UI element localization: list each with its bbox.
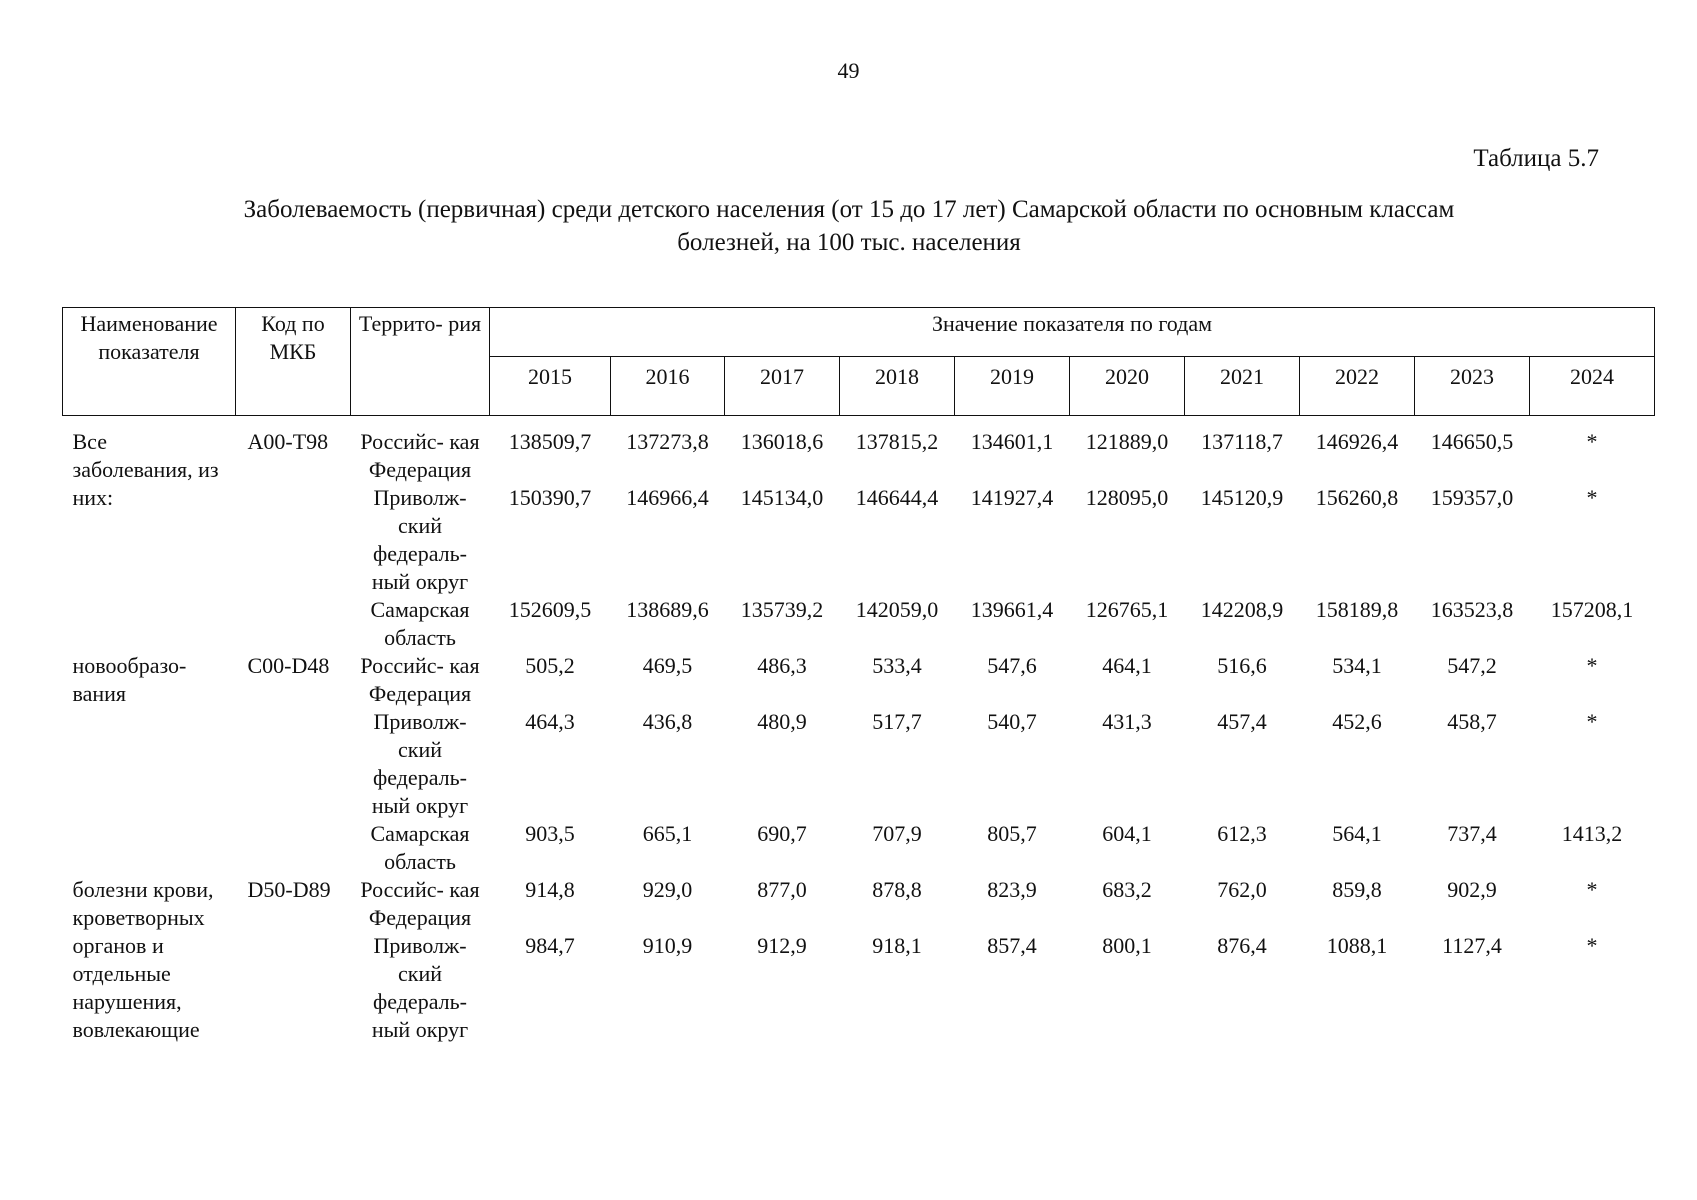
value-cell: 163523,8 xyxy=(1430,597,1514,622)
header-icd-code: Код по МКБ xyxy=(236,308,351,416)
header-indicator-name: Наименование показателя xyxy=(63,308,236,416)
value-cell: 157208,1 xyxy=(1550,597,1634,622)
value-cell: 469,5 xyxy=(642,653,693,678)
value-cell: 800,1 xyxy=(1102,933,1152,958)
value-cell: 136018,6 xyxy=(740,429,824,454)
value-cell: 665,1 xyxy=(642,821,693,846)
value-cell: 141927,4 xyxy=(970,485,1054,510)
value-cell: 145134,0 xyxy=(740,485,824,510)
value-cell: * xyxy=(1586,877,1598,902)
value-cell: 431,3 xyxy=(1102,709,1152,734)
value-cell: * xyxy=(1586,709,1598,734)
value-cell: * xyxy=(1586,485,1598,510)
value-cell: 146926,4 xyxy=(1315,429,1399,454)
value-cell: 486,3 xyxy=(757,653,807,678)
caption-line-1: Заболеваемость (первичная) среди детского населения (от 15 до 17 лет) Самарской области по основным классам xyxy=(243,196,1455,223)
value-cell: 135739,2 xyxy=(740,597,824,622)
value-cell: 876,4 xyxy=(1217,933,1267,958)
territory: Российс- кая Федерация xyxy=(360,653,480,706)
value-cell: 146650,5 xyxy=(1430,429,1514,454)
value-cell: 137273,8 xyxy=(626,429,709,454)
value-cell: 912,9 xyxy=(757,933,807,958)
territory: Самарская область xyxy=(370,597,470,650)
icd-code: A00-T98 xyxy=(247,429,329,454)
header-territory: Террито- рия xyxy=(351,308,490,416)
value-cell: 1088,1 xyxy=(1326,933,1388,958)
value-cell: 929,0 xyxy=(642,877,693,902)
morbidity-table xyxy=(62,307,1655,1044)
header-year: 2021 xyxy=(1185,357,1300,416)
value-cell: 902,9 xyxy=(1447,877,1497,902)
value-cell: 517,7 xyxy=(872,709,922,734)
table-row xyxy=(63,652,1655,708)
value-cell: 690,7 xyxy=(757,821,807,846)
value-cell: * xyxy=(1586,653,1598,678)
value-cell: 564,1 xyxy=(1332,821,1382,846)
value-cell: 436,8 xyxy=(642,709,693,734)
indicator-name: Все заболевания, из них: xyxy=(72,429,219,510)
value-cell: 457,4 xyxy=(1217,709,1267,734)
value-cell: 142208,9 xyxy=(1200,597,1284,622)
value-cell: 903,5 xyxy=(525,821,575,846)
icd-code: D50-D89 xyxy=(247,877,331,902)
value-cell: 918,1 xyxy=(872,933,922,958)
value-cell: 137815,2 xyxy=(855,429,939,454)
value-cell: * xyxy=(1586,429,1598,454)
header-year: 2017 xyxy=(725,357,840,416)
value-cell: 150390,7 xyxy=(508,485,592,510)
value-cell: 152609,5 xyxy=(508,597,592,622)
icd-code: C00-D48 xyxy=(247,653,330,678)
value-cell: 139661,4 xyxy=(970,597,1054,622)
territory: Приволж- ский федераль- ный округ xyxy=(371,709,469,818)
value-cell: 805,7 xyxy=(987,821,1037,846)
value-cell: 121889,0 xyxy=(1085,429,1169,454)
value-cell: 914,8 xyxy=(525,877,575,902)
table-header xyxy=(63,308,1655,416)
header-year: 2018 xyxy=(840,357,955,416)
value-cell: 533,4 xyxy=(872,653,922,678)
value-cell: 156260,8 xyxy=(1315,485,1399,510)
table-caption xyxy=(110,193,1588,259)
header-year: 2015 xyxy=(490,357,611,416)
value-cell: 146644,4 xyxy=(855,485,939,510)
value-cell: 859,8 xyxy=(1332,877,1382,902)
value-cell: 910,9 xyxy=(642,933,693,958)
value-cell: 464,1 xyxy=(1102,653,1152,678)
value-cell: 458,7 xyxy=(1447,709,1497,734)
value-cell: 505,2 xyxy=(525,653,575,678)
value-cell: 134601,1 xyxy=(970,429,1054,454)
page-number: 49 xyxy=(837,58,860,83)
value-cell: 159357,0 xyxy=(1430,485,1514,510)
value-cell: 683,2 xyxy=(1102,877,1152,902)
header-year: 2024 xyxy=(1530,357,1655,416)
value-cell: 158189,8 xyxy=(1315,597,1399,622)
table-body xyxy=(63,416,1655,1045)
value-cell: 547,6 xyxy=(987,653,1037,678)
territory: Приволж- ский федераль- ный округ xyxy=(371,485,469,594)
value-cell: 878,8 xyxy=(872,877,922,902)
value-cell: * xyxy=(1586,933,1598,958)
value-cell: 877,0 xyxy=(757,877,807,902)
value-cell: 138689,6 xyxy=(626,597,709,622)
value-cell: 1127,4 xyxy=(1442,933,1502,958)
territory: Российс- кая Федерация xyxy=(360,877,480,930)
value-cell: 604,1 xyxy=(1102,821,1152,846)
caption-line-2: болезней, на 100 тыс. населения xyxy=(677,229,1021,256)
value-cell: 480,9 xyxy=(757,709,807,734)
value-cell: 823,9 xyxy=(987,877,1037,902)
value-cell: 516,6 xyxy=(1217,653,1267,678)
indicator-name: болезни крови, кроветворных органов и отдельные нарушения, вовлекающие xyxy=(72,877,214,1042)
territory: Приволж- ский федераль- ный округ xyxy=(371,933,469,1042)
value-cell: 138509,7 xyxy=(508,429,592,454)
value-cell: 1413,2 xyxy=(1561,821,1623,846)
header-year: 2022 xyxy=(1300,357,1415,416)
indicator-name: новообразо- вания xyxy=(72,653,187,706)
value-cell: 126765,1 xyxy=(1085,597,1169,622)
value-cell: 142059,0 xyxy=(855,597,939,622)
value-cell: 707,9 xyxy=(872,821,922,846)
header-year: 2016 xyxy=(611,357,725,416)
value-cell: 534,1 xyxy=(1332,653,1382,678)
header-year: 2023 xyxy=(1415,357,1530,416)
territory: Российс- кая Федерация xyxy=(360,429,480,482)
value-cell: 540,7 xyxy=(987,709,1037,734)
territory: Самарская область xyxy=(370,821,470,874)
value-cell: 128095,0 xyxy=(1085,485,1169,510)
table-label: Таблица 5.7 xyxy=(1473,145,1599,172)
value-cell: 612,3 xyxy=(1217,821,1267,846)
header-year: 2019 xyxy=(955,357,1070,416)
value-cell: 547,2 xyxy=(1447,653,1497,678)
value-cell: 146966,4 xyxy=(626,485,709,510)
value-cell: 137118,7 xyxy=(1201,429,1283,454)
header-year: 2020 xyxy=(1070,357,1185,416)
value-cell: 857,4 xyxy=(987,933,1037,958)
value-cell: 737,4 xyxy=(1447,821,1497,846)
value-cell: 145120,9 xyxy=(1200,485,1284,510)
table-row xyxy=(63,876,1655,932)
table-row xyxy=(63,416,1655,485)
header-values-by-year: Значение показателя по годам xyxy=(490,308,1655,357)
value-cell: 452,6 xyxy=(1332,709,1382,734)
value-cell: 984,7 xyxy=(525,933,575,958)
value-cell: 464,3 xyxy=(525,709,575,734)
value-cell: 762,0 xyxy=(1217,877,1267,902)
